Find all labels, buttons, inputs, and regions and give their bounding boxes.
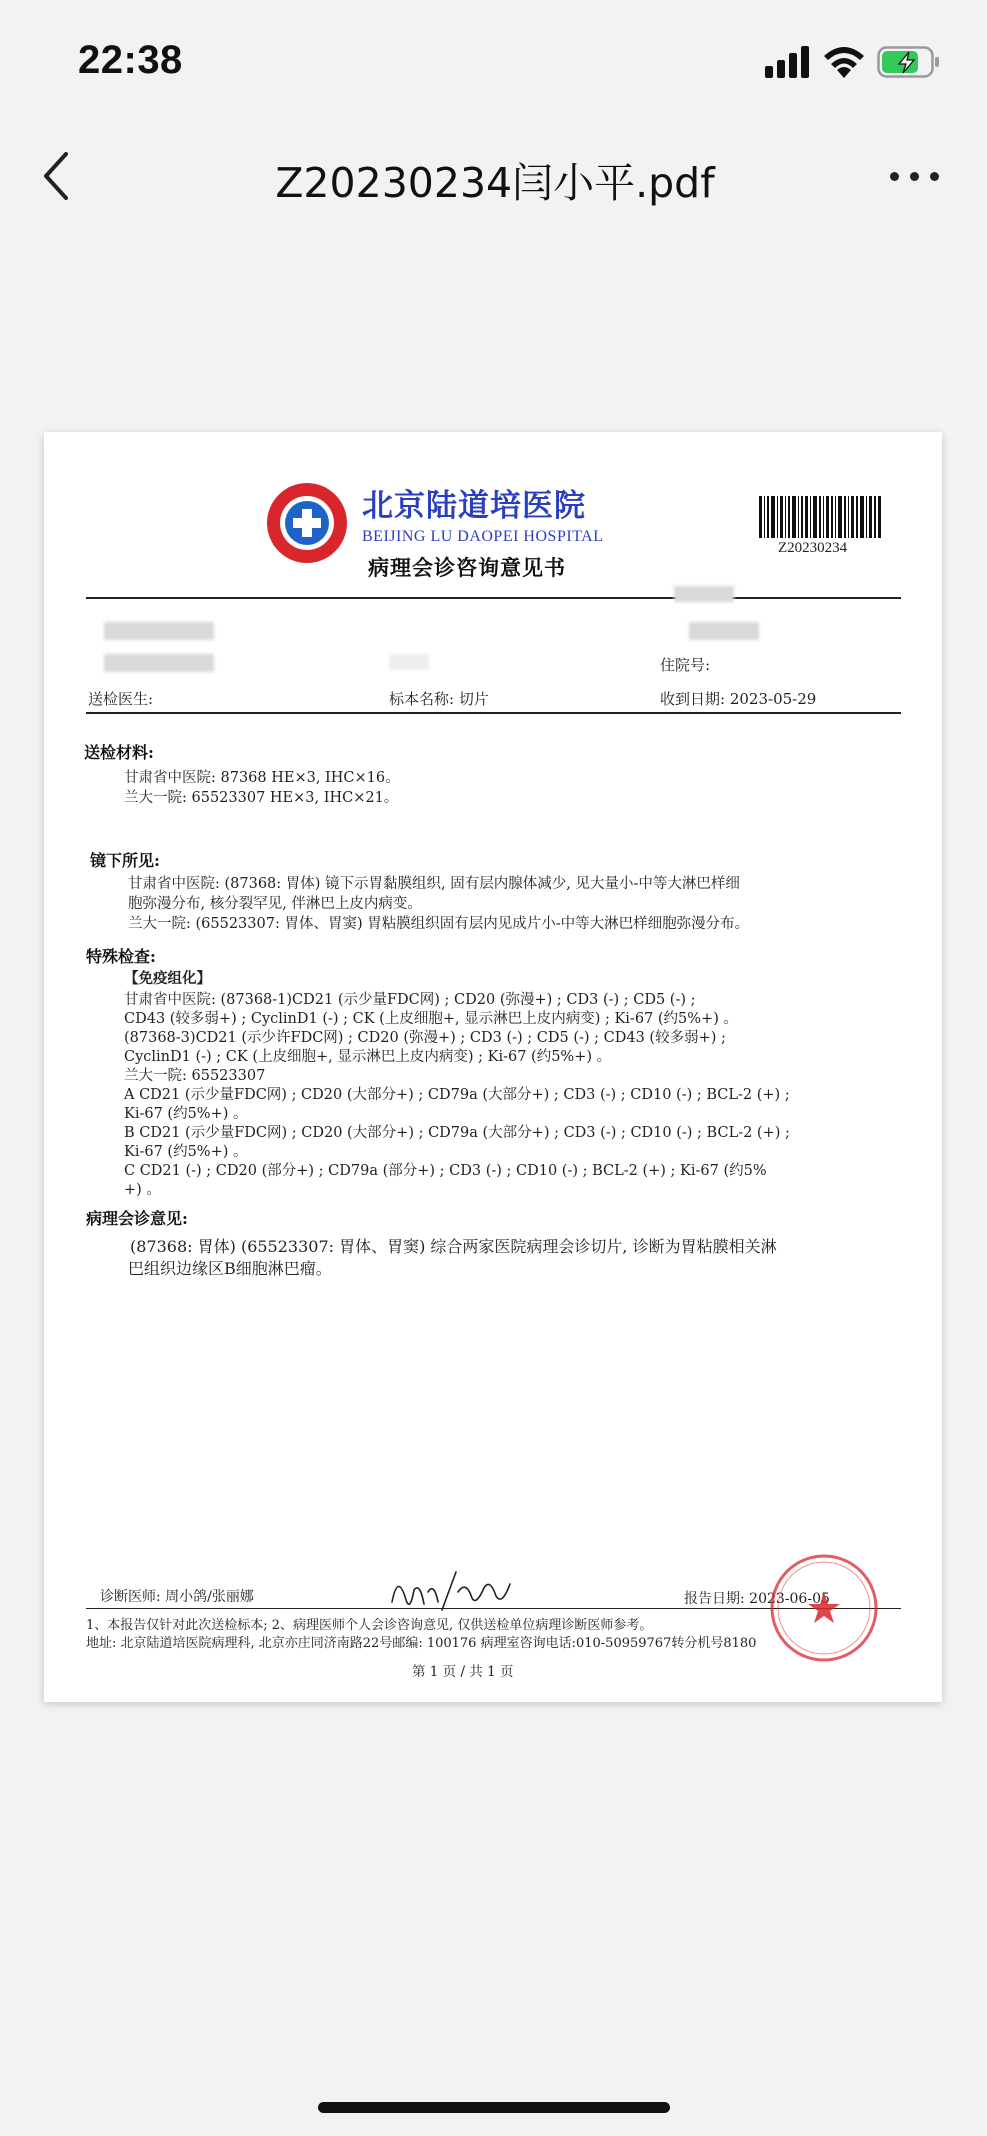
- section-materials: 送检材料:: [84, 743, 154, 762]
- home-indicator[interactable]: [318, 2102, 670, 2113]
- micro-line: 胞弥漫分布, 核分裂罕见, 伴淋巴上皮内病变。: [128, 896, 422, 912]
- barcode-number: Z20230234: [778, 540, 848, 556]
- footnote-1: 1、本报告仅针对此次送检标本; 2、病理医师个人会诊咨询意见, 仅供送检单位病理诊断医师参考。: [86, 1618, 653, 1633]
- footnote-2: 地址: 北京陆道培医院病理科, 北京亦庄同济南路22号邮编: 100176 病理室咨询电话:010-50959767转分机号8180: [86, 1636, 757, 1651]
- hospital-logo-icon: [266, 482, 348, 564]
- page-info: 第 1 页 / 共 1 页: [412, 1664, 514, 1680]
- report-date: 报告日期: 2023-06-05: [684, 1591, 830, 1607]
- more-icon[interactable]: [888, 160, 942, 190]
- special-line: 兰大一院: 65523307: [124, 1068, 266, 1084]
- hospital-seal-stamp: [768, 1552, 880, 1664]
- wifi-icon: [822, 44, 866, 80]
- special-line: +) 。: [124, 1182, 161, 1198]
- doctor-label: 送检医生:: [88, 690, 154, 708]
- micro-line: 兰大一院: (65523307: 胃体、胃窦) 胃粘膜组织固有层内见成片小-中等大淋巴样细胞弥漫分布。: [128, 916, 750, 932]
- special-line: CD43 (较多弱+) ; CyclinD1 (-) ; CK (上皮细胞+, 显示淋巴上皮内病变) ; Ki-67 (约5%+) 。: [124, 1011, 738, 1027]
- diagnosing-doctor: 诊断医师: 周小鸽/张丽娜: [100, 1589, 254, 1605]
- page-title: Z20230234闫小平.pdf: [275, 159, 715, 207]
- materials-line: 兰大一院: 65523307 HE×3, IHC×21。: [124, 790, 399, 806]
- redacted-block: [104, 622, 214, 640]
- special-line: A CD21 (示少量FDC网) ; CD20 (大部分+) ; CD79a (大部分+) ; CD3 (-) ; CD10 (-) ; BCL-2 (+) ;: [124, 1087, 790, 1103]
- section-microscopy: 镜下所见:: [90, 851, 160, 870]
- info-divider: [86, 712, 901, 714]
- special-line: CyclinD1 (-) ; CK (上皮细胞+, 显示淋巴上皮内病变) ; Ki-67 (约5%+) 。: [124, 1049, 612, 1065]
- special-line: 甘肃省中医院: (87368-1)CD21 (示少量FDC网) ; CD20 (弥漫+) ; CD3 (-) ; CD5 (-) ;: [124, 992, 696, 1008]
- special-line: Ki-67 (约5%+) 。: [124, 1144, 248, 1160]
- redacted-block: [104, 654, 214, 672]
- admission-number-label: 住院号:: [660, 656, 711, 674]
- redacted-block: [674, 586, 734, 602]
- back-chevron-icon[interactable]: [38, 148, 78, 204]
- special-line: B CD21 (示少量FDC网) ; CD20 (大部分+) ; CD79a (大部分+) ; CD3 (-) ; CD10 (-) ; BCL-2 (+) ;: [124, 1125, 790, 1141]
- header-divider: [86, 597, 901, 599]
- opinion-line: (87368: 胃体) (65523307: 胃体、胃窦) 综合两家医院病理会诊切片, 诊断为胃粘膜相关淋: [130, 1237, 777, 1256]
- special-line: Ki-67 (约5%+) 。: [124, 1106, 248, 1122]
- specimen-label: 标本名称: 切片: [389, 690, 489, 708]
- special-line: (87368-3)CD21 (示少许FDC网) ; CD20 (弥漫+) ; CD3 (-) ; CD5 (-) ; CD43 (较多弱+) ;: [124, 1030, 726, 1046]
- ihc-label: 【免疫组化】: [124, 970, 211, 987]
- report-title: 病理会诊咨询意见书: [368, 555, 566, 580]
- status-bar: [0, 0, 987, 120]
- signature-image: [384, 1562, 524, 1622]
- redacted-block: [689, 622, 759, 640]
- materials-line: 甘肃省中医院: 87368 HE×3, IHC×16。: [124, 770, 400, 786]
- signal-icon: [765, 46, 811, 78]
- received-date: 收到日期: 2023-05-29: [660, 690, 817, 708]
- section-special: 特殊检查:: [86, 947, 156, 966]
- hospital-name-en: BEIJING LU DAOPEI HOSPITAL: [362, 528, 604, 545]
- barcode-icon: [759, 496, 881, 538]
- micro-line: 甘肃省中医院: (87368: 胃体) 镜下示胃黏膜组织, 固有层内腺体减少, 见大量小-中等大淋巴样细: [128, 876, 740, 892]
- pdf-page[interactable]: [44, 432, 942, 1702]
- opinion-line: 巴组织边缘区B细胞淋巴瘤。: [128, 1259, 332, 1278]
- section-opinion: 病理会诊意见:: [86, 1209, 188, 1228]
- redacted-block: [389, 654, 429, 670]
- nav-bar: [0, 120, 987, 230]
- special-line: C CD21 (-) ; CD20 (部分+) ; CD79a (部分+) ; CD3 (-) ; CD10 (-) ; BCL-2 (+) ; Ki-67 (约5%: [124, 1163, 767, 1179]
- hospital-name-cn: 北京陆道培医院: [362, 488, 586, 524]
- battery-charging-icon: [877, 46, 941, 78]
- status-time: 22:38: [78, 38, 183, 82]
